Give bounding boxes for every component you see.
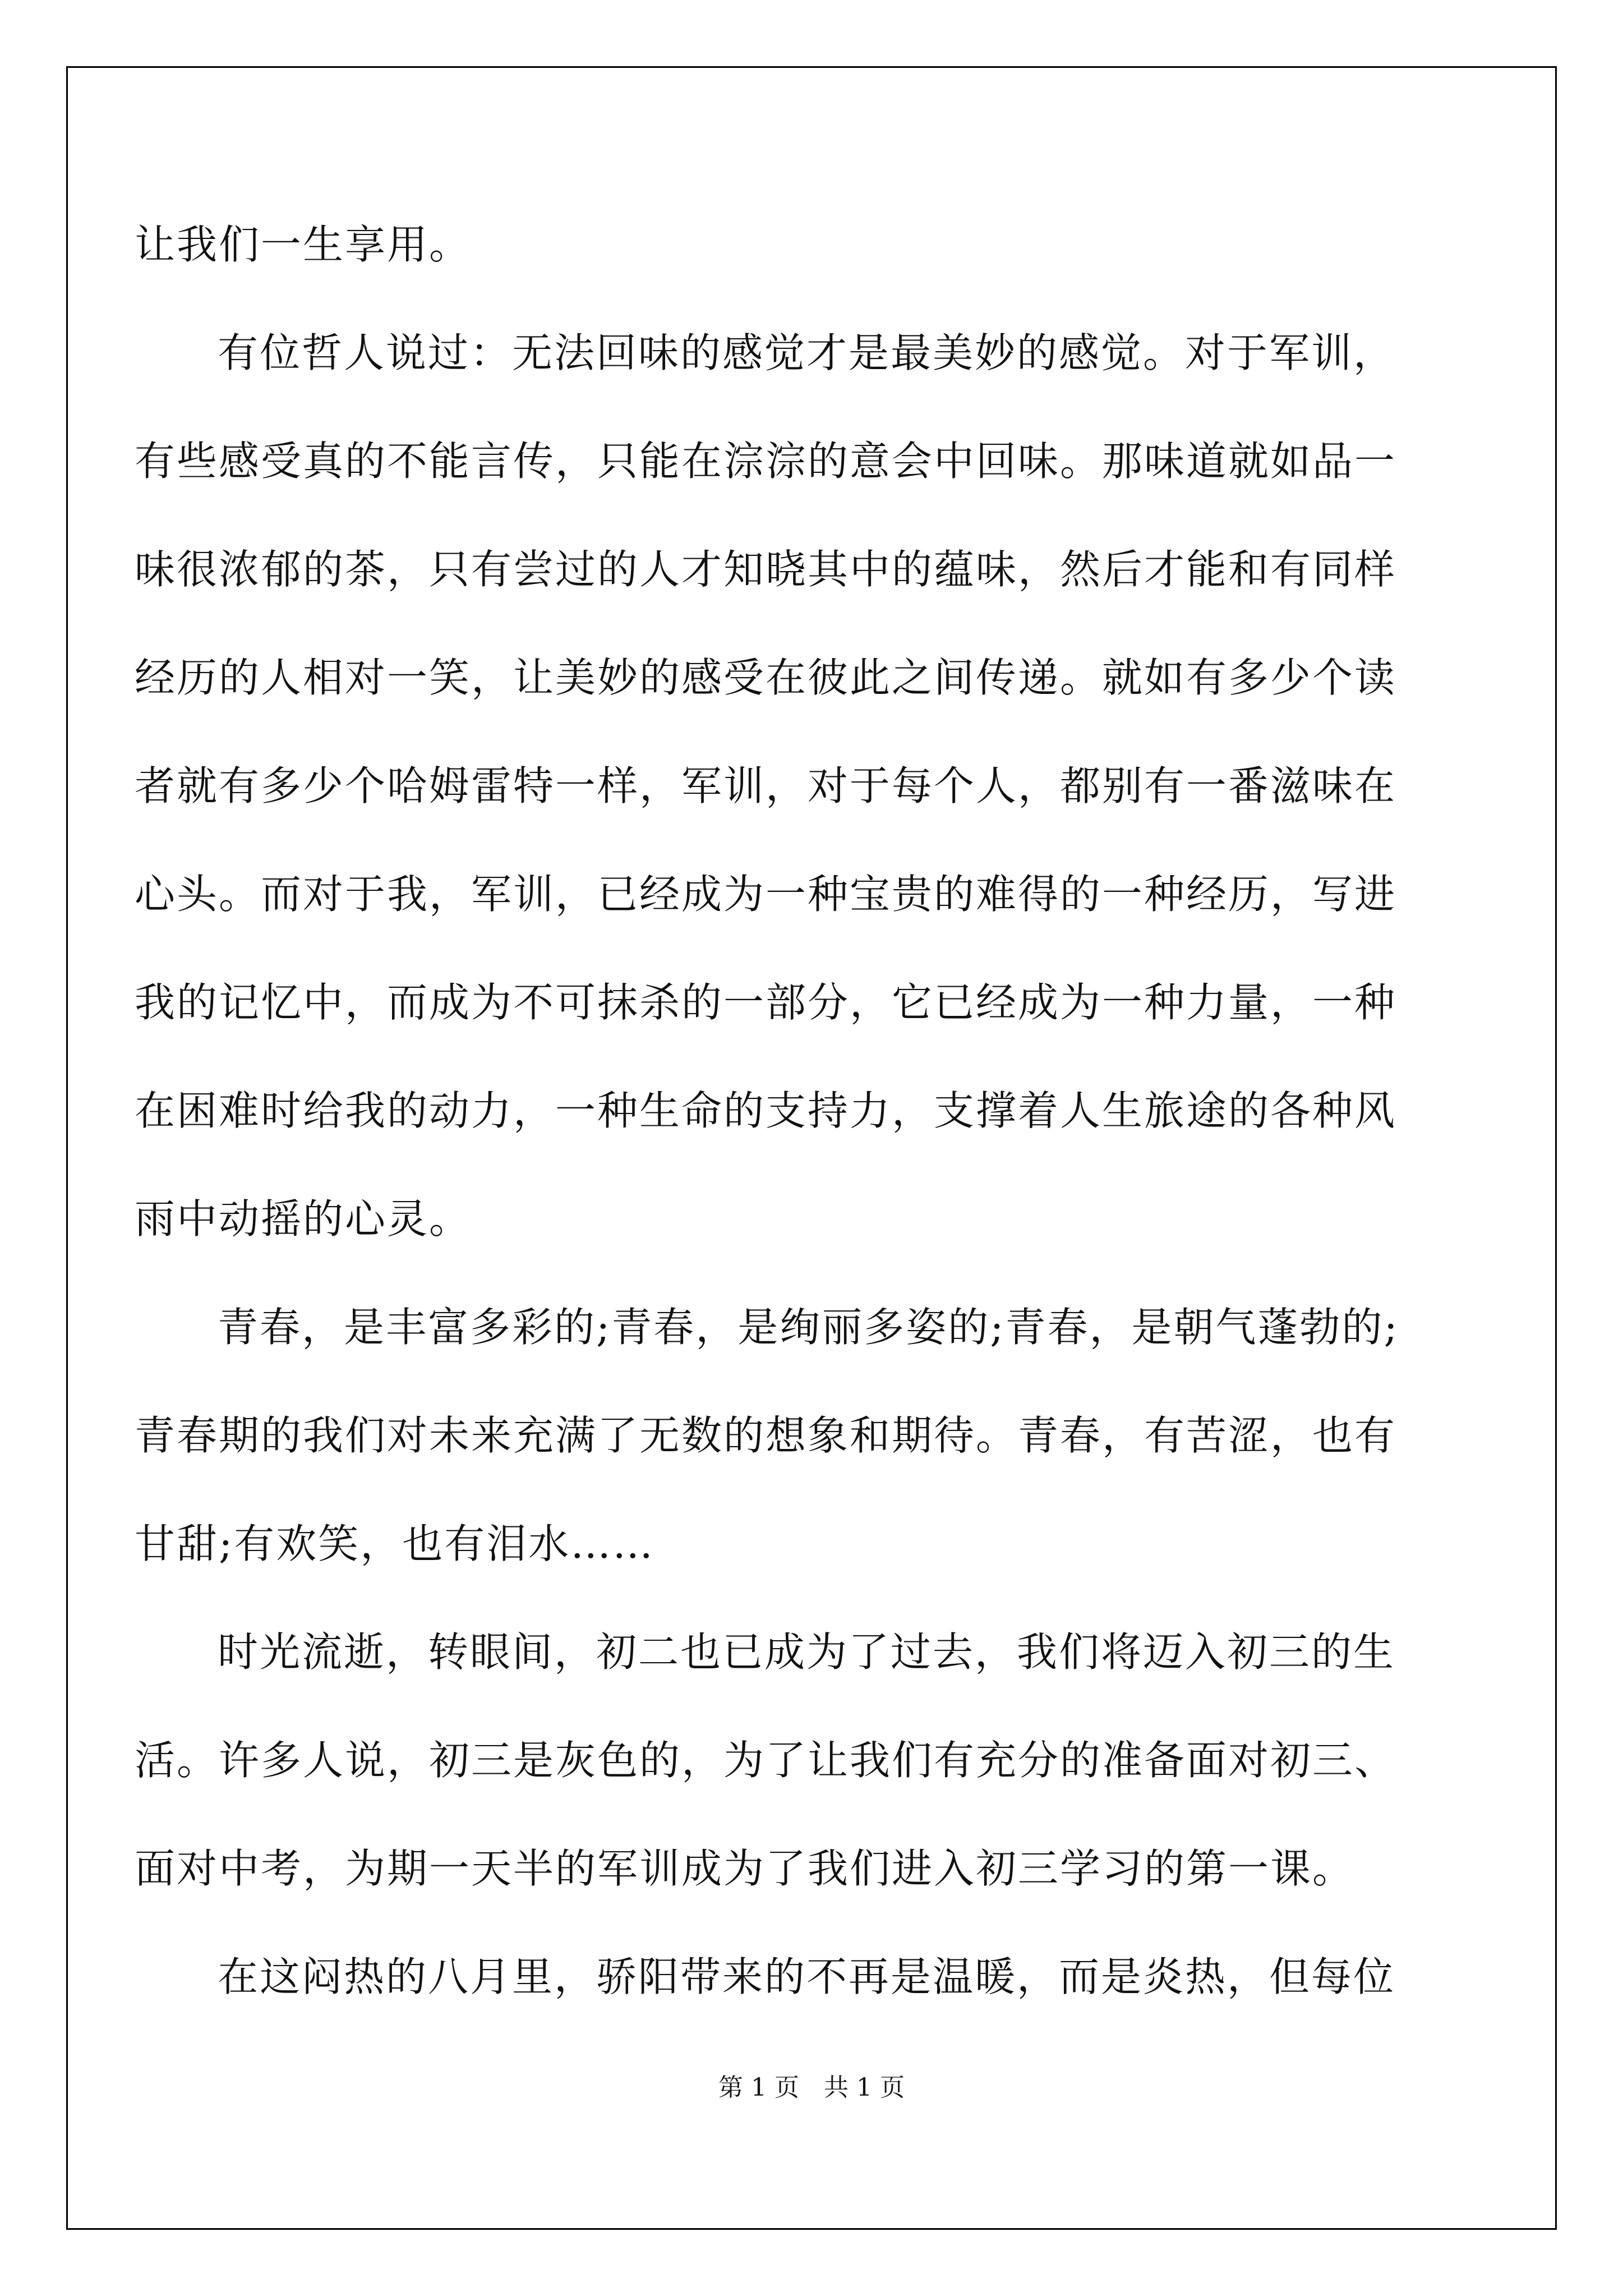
text-line: 经历的人相对一笑，让美妙的感受在彼此之间传递。就如有多少个读 — [135, 654, 1397, 701]
text-line: 面对中考，为期一天半的军训成为了我们进入初三学习的第一课。 — [135, 1845, 1355, 1892]
text-line: 让我们一生享用。 — [135, 221, 472, 268]
text-line: 时光流逝，转眼间，初二也已成为了过去，我们将迈入初三的生 — [218, 1628, 1396, 1676]
text-line: 青春，是丰富多彩的;青春，是绚丽多姿的;青春，是朝气蓬勃的; — [218, 1304, 1399, 1351]
document-body — [135, 191, 1503, 2031]
text-line: 味很浓郁的茶，只有尝过的人才知晓其中的蕴味，然后才能和有同样 — [135, 546, 1397, 593]
text-line: 心头。而对于我，军训，已经成为一种宝贵的难得的一种经历，写进 — [135, 871, 1397, 918]
text-line: 在这闷热的八月里，骄阳带来的不再是温暖，而是炎热，但每位 — [218, 1953, 1396, 2000]
page-number-label: 第 1 页 共 1 页 — [718, 2073, 905, 2102]
text-line: 在困难时给我的动力，一种生命的支持力，支撑着人生旅途的各种风 — [135, 1087, 1397, 1134]
text-line: 活。许多人说，初三是灰色的，为了让我们有充分的准备面对初三、 — [135, 1737, 1397, 1784]
text-line: 甘甜;有欢笑，也有泪水…… — [135, 1520, 655, 1567]
text-line: 雨中动摇的心灵。 — [135, 1195, 472, 1243]
text-line: 有些感受真的不能言传，只能在淙淙的意会中回味。那味道就如品一 — [135, 438, 1397, 485]
text-line: 我的记忆中，而成为不可抹杀的一部分，它已经成为一种力量，一种 — [135, 979, 1397, 1026]
text-line: 者就有多少个哈姆雷特一样，军训，对于每个人，都别有一番滋味在 — [135, 762, 1397, 809]
page-footer — [0, 2067, 1623, 2103]
text-line: 青春期的我们对未来充满了无数的想象和期待。青春，有苦涩，也有 — [135, 1412, 1397, 1459]
text-line: 有位哲人说过：无法回味的感觉才是最美妙的感觉。对于军训， — [218, 329, 1396, 376]
